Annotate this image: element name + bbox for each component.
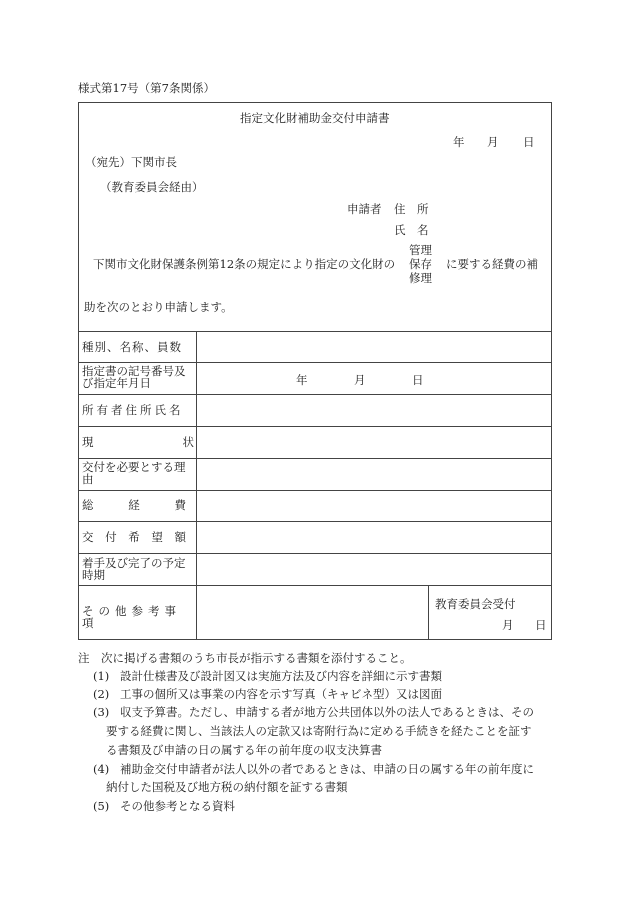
- note-text-3-line-3: る書類及び申請の日の属する年の前年度の収支決算書: [106, 743, 382, 757]
- row-divider: [78, 394, 552, 395]
- date-month: 月: [487, 135, 499, 149]
- receipt-label: 教育委員会受付: [435, 597, 516, 611]
- note-text-2: 工事の個所又は事業の内容を示す写真（キャビネ型）又は図面: [120, 687, 442, 701]
- note-text-3-line-2: 要する経費に関し、当該法人の定款又は寄附行為に定める手続きを経たことを証す: [106, 724, 532, 738]
- row-divider: [78, 521, 552, 522]
- row-label-other: その他参考事項: [82, 604, 181, 630]
- note-text-4-line-2: 納付した国税及び地方税の納付額を証する書類: [106, 780, 348, 794]
- addressee: （宛先）下関市長: [85, 155, 177, 169]
- designation-year: 年: [296, 373, 308, 387]
- row-label-reason: 交付を必要とする理由: [82, 460, 186, 486]
- row-divider: [78, 458, 552, 459]
- note-num-3: (3): [93, 705, 110, 719]
- note-num-2: (2): [93, 687, 110, 701]
- applicant-name-label: 氏 名: [394, 223, 429, 237]
- note-num-4: (4): [93, 762, 110, 776]
- row-label-total-cost: 総 経 費: [82, 498, 186, 512]
- body-text-1: 下関市文化財保護条例第12条の規定により指定の文化財の: [93, 257, 396, 271]
- row-divider: [78, 585, 552, 586]
- body-text-3: 助を次のとおり申請します。: [84, 300, 233, 314]
- row-label-type: 種別、名称、員数: [82, 340, 182, 354]
- table-top-line: [78, 331, 552, 332]
- receipt-month: 月: [502, 618, 514, 632]
- option-manage: 管理: [409, 243, 432, 257]
- row-divider: [78, 490, 552, 491]
- row-divider: [78, 553, 552, 554]
- note-num-5: (5): [93, 799, 110, 813]
- note-text-5: その他参考となる資料: [120, 799, 235, 813]
- body-text-2: に要する経費の補: [446, 257, 538, 271]
- row-label-designation: 指定書の記号番号及び指定年月日: [82, 364, 186, 390]
- option-repair: 修理: [409, 271, 432, 285]
- note-text-1: 設計仕様書及び設計図又は実施方法及び内容を詳細に示す書類: [120, 669, 442, 683]
- row-label-owner: 所有者住所氏名: [82, 403, 184, 417]
- row-label-requested-amount: 交 付 希 望 額: [82, 530, 186, 544]
- form-title: 指定文化財補助金交付申請書: [240, 111, 390, 125]
- row-label-status: 現 状: [82, 435, 194, 449]
- row-divider: [78, 362, 552, 363]
- option-preserve: 保存: [409, 257, 432, 271]
- applicant-address-label: 住 所: [394, 202, 429, 216]
- date-day: 日: [523, 135, 535, 149]
- designation-month: 月: [354, 373, 366, 387]
- note-num-1: (1): [93, 669, 110, 683]
- designation-day: 日: [412, 373, 424, 387]
- via-board: （教育委員会経由）: [100, 180, 204, 194]
- date-year: 年: [453, 135, 465, 149]
- label-column-divider: [196, 331, 197, 640]
- notes-intro: 注 次に掲げる書類のうち市長が指示する書類を添付すること。: [78, 651, 412, 665]
- form-number: 様式第17号（第7条関係）: [78, 81, 215, 95]
- note-text-4-line-1: 補助金交付申請者が法人以外の者であるときは、申請の日の属する年の前年度に: [120, 762, 534, 776]
- applicant-label: 申請者: [347, 202, 382, 216]
- note-text-3-line-1: 収支予算書。ただし、申請する者が地方公共団体以外の法人であるときは、その: [120, 705, 534, 719]
- row-divider: [78, 426, 552, 427]
- receipt-day: 日: [535, 618, 547, 632]
- receipt-divider: [428, 585, 429, 640]
- row-label-schedule: 着手及び完了の予定時期: [82, 556, 186, 582]
